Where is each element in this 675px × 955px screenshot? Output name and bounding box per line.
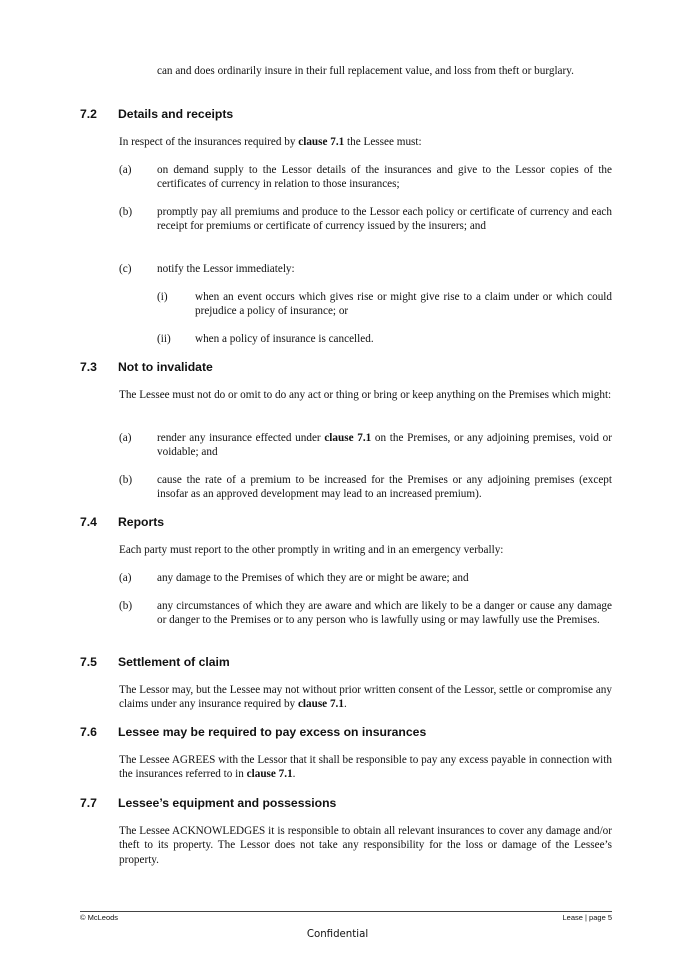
- clause-7-2-intro: [119, 135, 612, 149]
- clause-title: Reports: [118, 515, 165, 529]
- footer-copyright: © McLeods: [80, 913, 119, 922]
- clause-reference: clause 7.1: [297, 698, 344, 711]
- clause-text-end: .: [292, 768, 296, 781]
- clause-title: Not to invalidate: [118, 360, 213, 374]
- item-label: (a): [119, 572, 132, 584]
- clause-7-6-text: [119, 753, 612, 782]
- clause-reference: clause 7.1: [246, 768, 293, 781]
- clause-title: Lessee may be required to pay excess on insurances: [118, 725, 427, 739]
- item-label: (a): [119, 164, 132, 176]
- clause-number: 7.4: [80, 515, 97, 529]
- item-label: (b): [119, 474, 133, 486]
- clause-number: 7.6: [80, 725, 97, 739]
- subitem-7-2-c-i: when an event occurs which gives rise or might give rise to a claim under or which could prejudice a policy of insurance; or: [195, 291, 612, 318]
- footer-page-info: Lease | page 5: [562, 913, 612, 922]
- item-label: (c): [119, 263, 132, 275]
- item-label: (a): [119, 432, 132, 444]
- clause-reference: clause 7.1: [298, 136, 345, 148]
- clause-number: 7.3: [80, 360, 97, 374]
- clause-text: The Lessee AGREES with the Lessor that it shall be responsible to pay any excess payable in connection with the insurances referred to in: [119, 754, 612, 781]
- clause-reference: clause 7.1: [324, 432, 372, 444]
- clause-7-5-text: [119, 683, 612, 712]
- intro-text-end: the Lessee must:: [344, 136, 422, 148]
- footer-divider: [80, 911, 612, 912]
- clause-number: 7.5: [80, 655, 97, 669]
- subitem-label: (i): [157, 291, 168, 303]
- clause-text-end: .: [343, 698, 347, 711]
- clause-title: Details and receipts: [118, 107, 234, 121]
- item-7-4-b: any circumstances of which they are aware and which are likely to be a danger or cause any damage or danger to the Premises or to any person who is lawfully using or may lawfully use the Premises.: [157, 600, 612, 627]
- item-text: render any insurance effected under: [157, 432, 325, 444]
- item-text-end: on the Premises, or any adjoining premises, void or voidable; and: [157, 432, 612, 459]
- item-label: (b): [119, 600, 133, 612]
- subitem-7-2-c-ii: when a policy of insurance is cancelled.: [195, 333, 374, 345]
- clause-number: 7.2: [80, 107, 97, 121]
- clause-7-7-text: The Lessee ACKNOWLEDGES it is responsible to obtain all relevant insurances to cover any damage and/or theft to its property. The Lessor does not take any responsibility for the loss or damage of the Lessee’s property.: [119, 825, 612, 866]
- item-7-2-c: notify the Lessor immediately:: [157, 263, 295, 275]
- clause-title: Lessee’s equipment and possessions: [118, 796, 337, 810]
- item-7-3-a: [157, 431, 612, 460]
- clause-text: The Lessor may, but the Lessee may not without prior written consent of the Lessor, settle or compromise any claims under any insurance required by: [119, 684, 612, 711]
- clause-number: 7.7: [80, 796, 97, 810]
- continuation-paragraph: can and does ordinarily insure in their full replacement value, and loss from theft or burglary.: [157, 65, 574, 77]
- item-7-4-a: any damage to the Premises of which they are or might be aware; and: [157, 572, 469, 584]
- item-7-3-b: cause the rate of a premium to be increased for the Premises or any adjoining premises (except insofar as an approved development may lead to an increased premium).: [157, 474, 612, 501]
- intro-text: In respect of the insurances required by: [119, 136, 299, 148]
- item-label: (b): [119, 206, 133, 218]
- clause-7-4-intro: Each party must report to the other promptly in writing and in an emergency verbally:: [119, 544, 504, 556]
- confidential-label: Confidential: [306, 929, 369, 940]
- clause-7-3-intro: The Lessee must not do or omit to do any act or thing or bring or keep anything on the Premises which might:: [119, 389, 612, 401]
- subitem-label: (ii): [157, 333, 171, 345]
- clause-title: Settlement of claim: [118, 655, 230, 669]
- item-7-2-a: on demand supply to the Lessor details of the insurances and give to the Lessor copies of the certificates of currency in relation to those insurances;: [157, 164, 612, 191]
- item-7-2-b: promptly pay all premiums and produce to the Lessor each policy or certificate of currency and each receipt for premiums or certificate of currency issued by the insurers; and: [157, 206, 612, 233]
